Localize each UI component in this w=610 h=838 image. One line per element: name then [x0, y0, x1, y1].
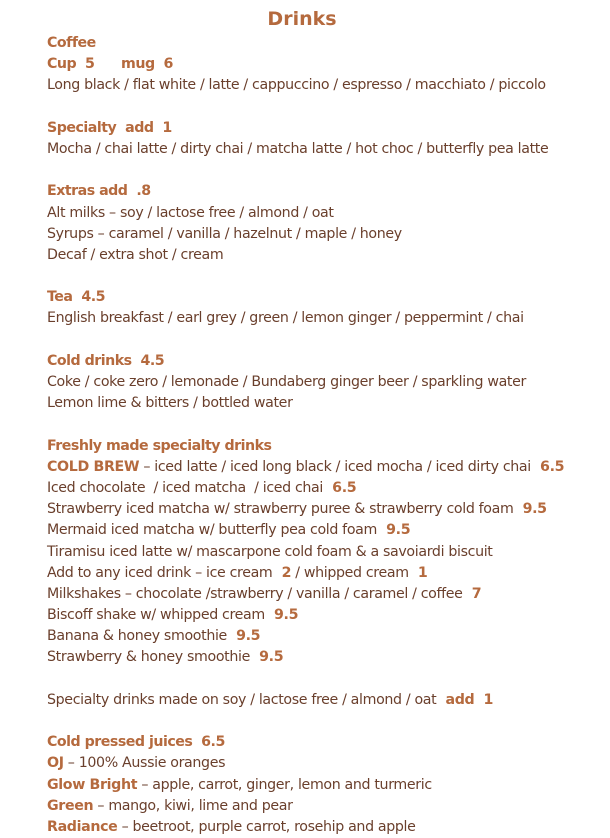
menu-item — [47, 563, 607, 584]
item-description: / whipped cream — [291, 564, 409, 581]
item-description: Mermaid iced matcha w/ butterfly pea cold foam — [47, 522, 377, 539]
item-price: 7 — [462, 585, 482, 602]
item-price: 9.5 — [264, 607, 299, 624]
juice-description: – beetroot, purple carrot, rosehip and apple — [117, 818, 416, 835]
item-name: COLD BREW — [47, 458, 140, 475]
item-description: Iced chocolate / iced matcha / iced chai — [47, 479, 323, 496]
specialty-drinks-heading: Freshly made specialty drinks — [47, 437, 272, 454]
specialty-heading: Specialty add 1 — [47, 119, 172, 136]
coffee-heading: Coffee — [47, 35, 96, 51]
page-title: Drinks — [267, 8, 337, 30]
coffee-list: Long black / flat white / latte / cappuccino / espresso / macchiato / piccolo — [47, 77, 546, 94]
menu-item — [47, 457, 607, 478]
drinks-menu — [47, 33, 607, 838]
menu-item — [47, 478, 607, 499]
juice-name: Radiance — [47, 818, 118, 835]
coffee-sizes: Cup 5 mug 6 — [47, 56, 173, 73]
specialty-milk-note — [47, 690, 607, 711]
item-price: 6.5 — [323, 479, 357, 496]
juice-description: – mango, kiwi, lime and pear — [93, 797, 293, 814]
menu-item — [47, 626, 607, 647]
item-description: Strawberry & honey smoothie — [47, 649, 250, 666]
item-description: Strawberry iced matcha w/ strawberry puree & strawberry cold foam — [47, 501, 514, 518]
juice-item — [47, 775, 607, 796]
item-description: – iced latte / iced long black / iced mocha / iced dirty chai — [139, 458, 531, 475]
menu-item — [47, 647, 607, 668]
extras-line: Alt milks – soy / lactose free / almond / oat — [47, 204, 334, 221]
juice-item — [47, 796, 607, 817]
item-description: Milkshakes – chocolate /strawberry / vanilla / caramel / coffee — [47, 585, 463, 602]
juices-heading: Cold pressed juices 6.5 — [47, 734, 225, 751]
juice-name: Green — [47, 797, 94, 814]
menu-item — [47, 584, 607, 605]
juice-description: – apple, carrot, ginger, lemon and turmeric — [137, 776, 432, 793]
cold-drinks-line: Coke / coke zero / lemonade / Bundaberg ginger beer / sparkling water — [47, 374, 526, 390]
menu-item — [47, 605, 607, 626]
item-description: Banana & honey smoothie — [47, 628, 227, 645]
menu-item — [47, 520, 607, 541]
menu-item — [47, 499, 607, 520]
note-text: Specialty drinks made on soy / lactose free / almond / oat — [47, 691, 437, 708]
juice-name: Glow Bright — [47, 776, 138, 793]
item-price: 9.5 — [513, 501, 547, 518]
item-price: 1 — [408, 564, 428, 581]
note-price: add 1 — [436, 691, 494, 708]
juice-item — [47, 753, 607, 774]
cold-drinks-line: Lemon lime & bitters / bottled water — [47, 395, 293, 412]
extras-heading: Extras add .8 — [47, 183, 151, 200]
specialty-list: Mocha / chai latte / dirty chai / matcha latte / hot choc / butterfly pea latte — [47, 140, 549, 157]
item-price: 9.5 — [226, 628, 261, 645]
extras-line: Decaf / extra shot / cream — [47, 246, 224, 263]
juice-item — [47, 817, 607, 838]
item-description: Biscoff shake w/ whipped cream — [47, 607, 265, 624]
juice-description: – 100% Aussie oranges — [63, 755, 226, 772]
item-description: Add to any iced drink – ice cream — [47, 564, 273, 581]
item-description: Tiramisu iced latte w/ mascarpone cold foam & a savoiardi biscuit — [47, 543, 493, 560]
item-price: 9.5 — [249, 649, 284, 666]
tea-heading: Tea 4.5 — [47, 289, 105, 306]
tea-list: English breakfast / earl grey / green / lemon ginger / peppermint / chai — [47, 310, 524, 327]
extras-line: Syrups – caramel / vanilla / hazelnut / maple / honey — [47, 225, 402, 242]
item-price: 2 — [272, 564, 292, 581]
cold-drinks-heading: Cold drinks 4.5 — [47, 352, 165, 369]
juice-name: OJ — [47, 755, 64, 772]
menu-item — [47, 542, 607, 563]
item-price: 6.5 — [530, 458, 565, 475]
item-price: 9.5 — [376, 522, 411, 539]
